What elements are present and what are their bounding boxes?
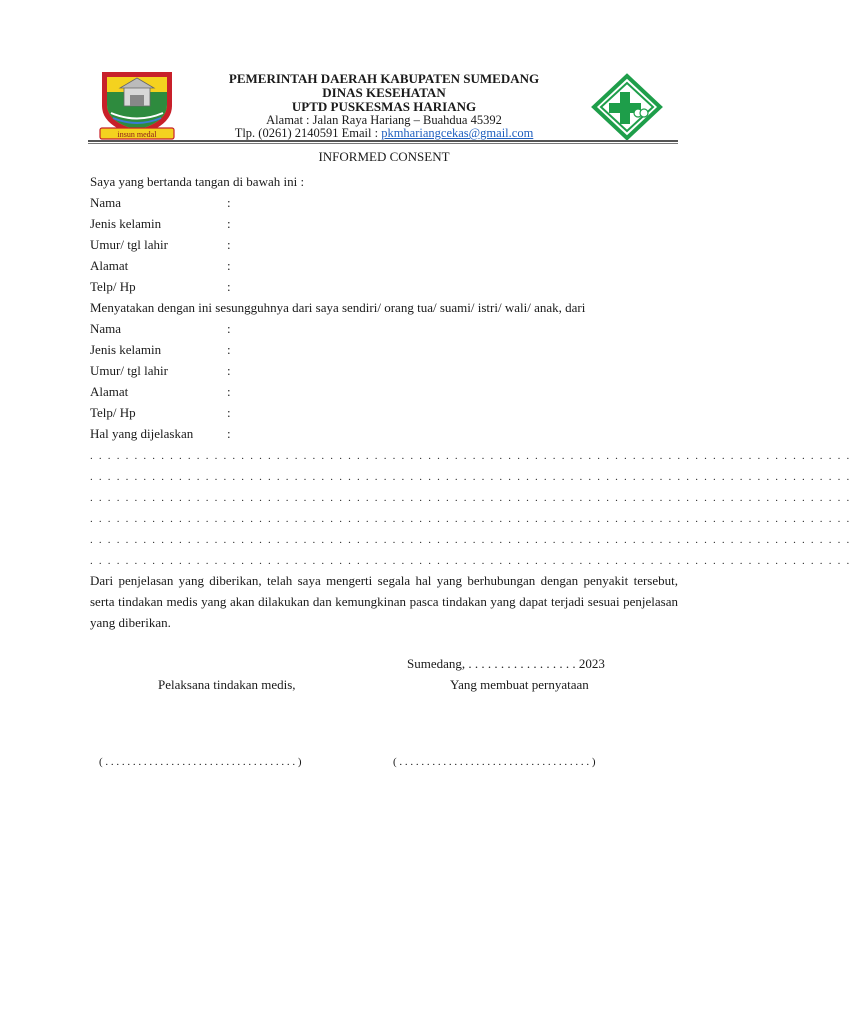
sumedang-emblem-logo bbox=[94, 68, 180, 142]
left-signature-line: ( . . . . . . . . . . . . . . . . . . . . . . . . . . . . . . . . . . . ) bbox=[99, 756, 302, 768]
consent-paragraph: Dari penjelasan yang diberikan, telah saya mengerti segala hal yang berhubungan dengan penyakit tersebut, serta tindakan medis yang akan dilakukan dan kemungkinan pasca tindakan yang dapat terjadi sesuai penjelasan yang diberikan. bbox=[90, 573, 678, 630]
header-address: Alamat : Jalan Raya Hariang – Buahdua 45392 bbox=[266, 113, 502, 127]
field-label: Nama bbox=[90, 321, 122, 336]
header-phone: Tlp. (0261) 2140591 Email : bbox=[234, 126, 382, 140]
dotted-line: . . . . . . . . . . . . . . . . . . . . . . . . . . . . . . . . . . . . . . . . . . . . . . . . . . . . . . . . . . . . . . . . . . . . . . . . . . . . . . . . . . . . . . bbox=[90, 450, 851, 462]
field-colon: : bbox=[227, 342, 231, 357]
field-label: Nama bbox=[90, 195, 122, 210]
dotted-line: . . . . . . . . . . . . . . . . . . . . . . . . . . . . . . . . . . . . . . . . . . . . . . . . . . . . . . . . . . . . . . . . . . . . . . . . . . . . . . . . . . . . . . bbox=[90, 492, 851, 504]
field-label: Alamat bbox=[90, 258, 129, 273]
field-label: Telp/ Hp bbox=[90, 405, 136, 420]
right-signature-line: ( . . . . . . . . . . . . . . . . . . . . . . . . . . . . . . . . . . . ) bbox=[393, 756, 596, 768]
field-label: Alamat bbox=[90, 384, 129, 399]
field-colon: : bbox=[227, 195, 231, 210]
field-label: Jenis kelamin bbox=[90, 342, 162, 357]
dotted-line: . . . . . . . . . . . . . . . . . . . . . . . . . . . . . . . . . . . . . . . . . . . . . . . . . . . . . . . . . . . . . . . . . . . . . . . . . . . . . . . . . . . . . . bbox=[90, 471, 851, 483]
field-colon: : bbox=[227, 321, 231, 336]
dotted-line: . . . . . . . . . . . . . . . . . . . . . . . . . . . . . . . . . . . . . . . . . . . . . . . . . . . . . . . . . . . . . . . . . . . . . . . . . . . . . . . . . . . . . . bbox=[90, 555, 851, 567]
header-government: PEMERINTAH DAERAH KABUPATEN SUMEDANG bbox=[228, 71, 540, 86]
puskesmas-logo bbox=[592, 74, 662, 140]
field-label: Umur/ tgl lahir bbox=[90, 237, 168, 252]
header-department: DINAS KESEHATAN bbox=[322, 85, 446, 100]
field-colon: : bbox=[227, 363, 231, 378]
field-colon: : bbox=[227, 279, 231, 294]
dotted-line: . . . . . . . . . . . . . . . . . . . . . . . . . . . . . . . . . . . . . . . . . . . . . . . . . . . . . . . . . . . . . . . . . . . . . . . . . . . . . . . . . . . . . . bbox=[90, 534, 851, 546]
header-rule-thin bbox=[88, 143, 678, 144]
header-puskesmas: UPTD PUSKESMAS HARIANG bbox=[291, 99, 477, 114]
field-colon: : bbox=[227, 426, 231, 441]
field-colon: : bbox=[227, 216, 231, 231]
field-label: Hal yang dijelaskan bbox=[90, 426, 194, 441]
statement-text: Menyatakan dengan ini sesungguhnya dari saya sendiri/ orang tua/ suami/ istri/ wali/ anak, dari bbox=[90, 300, 586, 315]
field-colon: : bbox=[227, 405, 231, 420]
field-label: Telp/ Hp bbox=[90, 279, 136, 294]
field-colon: : bbox=[227, 384, 231, 399]
place-date: Sumedang, . . . . . . . . . . . . . . . . . 2023 bbox=[407, 656, 605, 671]
field-colon: : bbox=[227, 237, 231, 252]
left-signer-title: Pelaksana tindakan medis, bbox=[158, 677, 296, 692]
document-title: INFORMED CONSENT bbox=[318, 149, 450, 164]
header-contact bbox=[180, 126, 588, 140]
intro-text: Saya yang bertanda tangan di bawah ini : bbox=[90, 174, 305, 189]
email-link[interactable]: pkmhariangcekas@gmail.com bbox=[381, 126, 534, 140]
emblem-banner-text: insun medal bbox=[117, 130, 157, 139]
dotted-line: . . . . . . . . . . . . . . . . . . . . . . . . . . . . . . . . . . . . . . . . . . . . . . . . . . . . . . . . . . . . . . . . . . . . . . . . . . . . . . . . . . . . . . bbox=[90, 513, 851, 525]
right-signer-title: Yang membuat pernyataan bbox=[450, 677, 589, 692]
field-label: Umur/ tgl lahir bbox=[90, 363, 168, 378]
field-label: Jenis kelamin bbox=[90, 216, 162, 231]
header-rule bbox=[88, 140, 678, 142]
field-colon: : bbox=[227, 258, 231, 273]
